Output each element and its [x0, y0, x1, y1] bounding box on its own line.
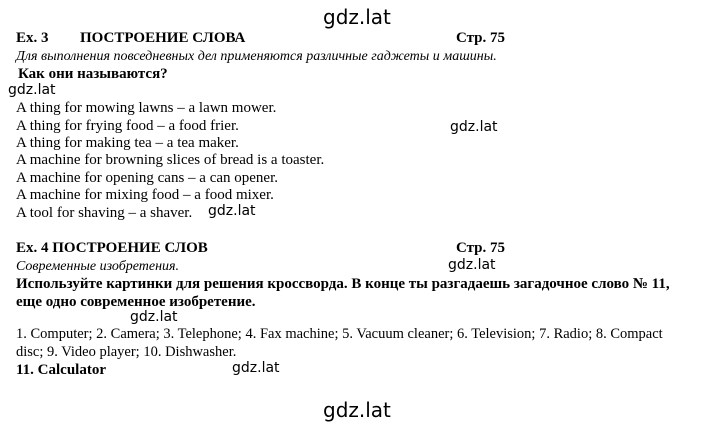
ex4-subtitle: Современные изобретения.: [16, 259, 180, 274]
ex3-answer-2: A thing for frying food – a food frier.: [16, 118, 239, 134]
watermark-6: gdz.lat: [232, 360, 280, 376]
ex3-answer-6: A machine for mixing food – a food mixer.: [16, 187, 274, 203]
ex4-page: Стр. 75: [456, 240, 506, 256]
ex4-task-line-2: еще одно современное изобретение.: [16, 294, 256, 310]
watermark-2: gdz.lat: [450, 119, 498, 135]
ex3-page: Стр. 75: [456, 30, 506, 46]
watermark-3: gdz.lat: [208, 203, 256, 219]
ex3-title: ПОСТРОЕНИЕ СЛОВА: [80, 30, 246, 46]
watermark-1: gdz.lat: [8, 82, 56, 98]
watermark-bottom: gdz.lat: [323, 398, 391, 422]
ex4-answer-line-2: disc; 9. Video player; 10. Dishwasher.: [16, 344, 237, 360]
ex3-instruction: Для выполнения повседневных дел применяются различные гаджеты и машины.: [16, 49, 497, 64]
watermark-5: gdz.lat: [130, 309, 178, 325]
watermark-top: gdz.lat: [323, 5, 391, 29]
ex3-answer-5: A machine for opening cans – a can opener.: [16, 170, 278, 186]
ex3-answer-3: A thing for making tea – a tea maker.: [16, 135, 239, 151]
ex3-number: Ex. 3: [16, 30, 49, 46]
ex4-header: Ex. 4 ПОСТРОЕНИЕ СЛОВ: [16, 240, 208, 256]
ex4-answer-line-1: 1. Computer; 2. Camera; 3. Telephone; 4. Fax machine; 5. Vacuum cleaner; 6. Television; 7. Radio; 8. Compact: [16, 326, 663, 342]
ex3-question: Как они называются?: [18, 66, 168, 82]
ex4-final-answer: 11. Calculator: [16, 362, 106, 378]
ex3-answer-1: A thing for mowing lawns – a lawn mower.: [16, 100, 277, 116]
ex3-answer-7: A tool for shaving – a shaver.: [16, 205, 193, 221]
watermark-4: gdz.lat: [448, 257, 496, 273]
ex3-answer-4: A machine for browning slices of bread is a toaster.: [16, 152, 325, 168]
ex4-task-line-1: Используйте картинки для решения кроссворда. В конце ты разгадаешь загадочное слово № 11,: [16, 276, 670, 292]
